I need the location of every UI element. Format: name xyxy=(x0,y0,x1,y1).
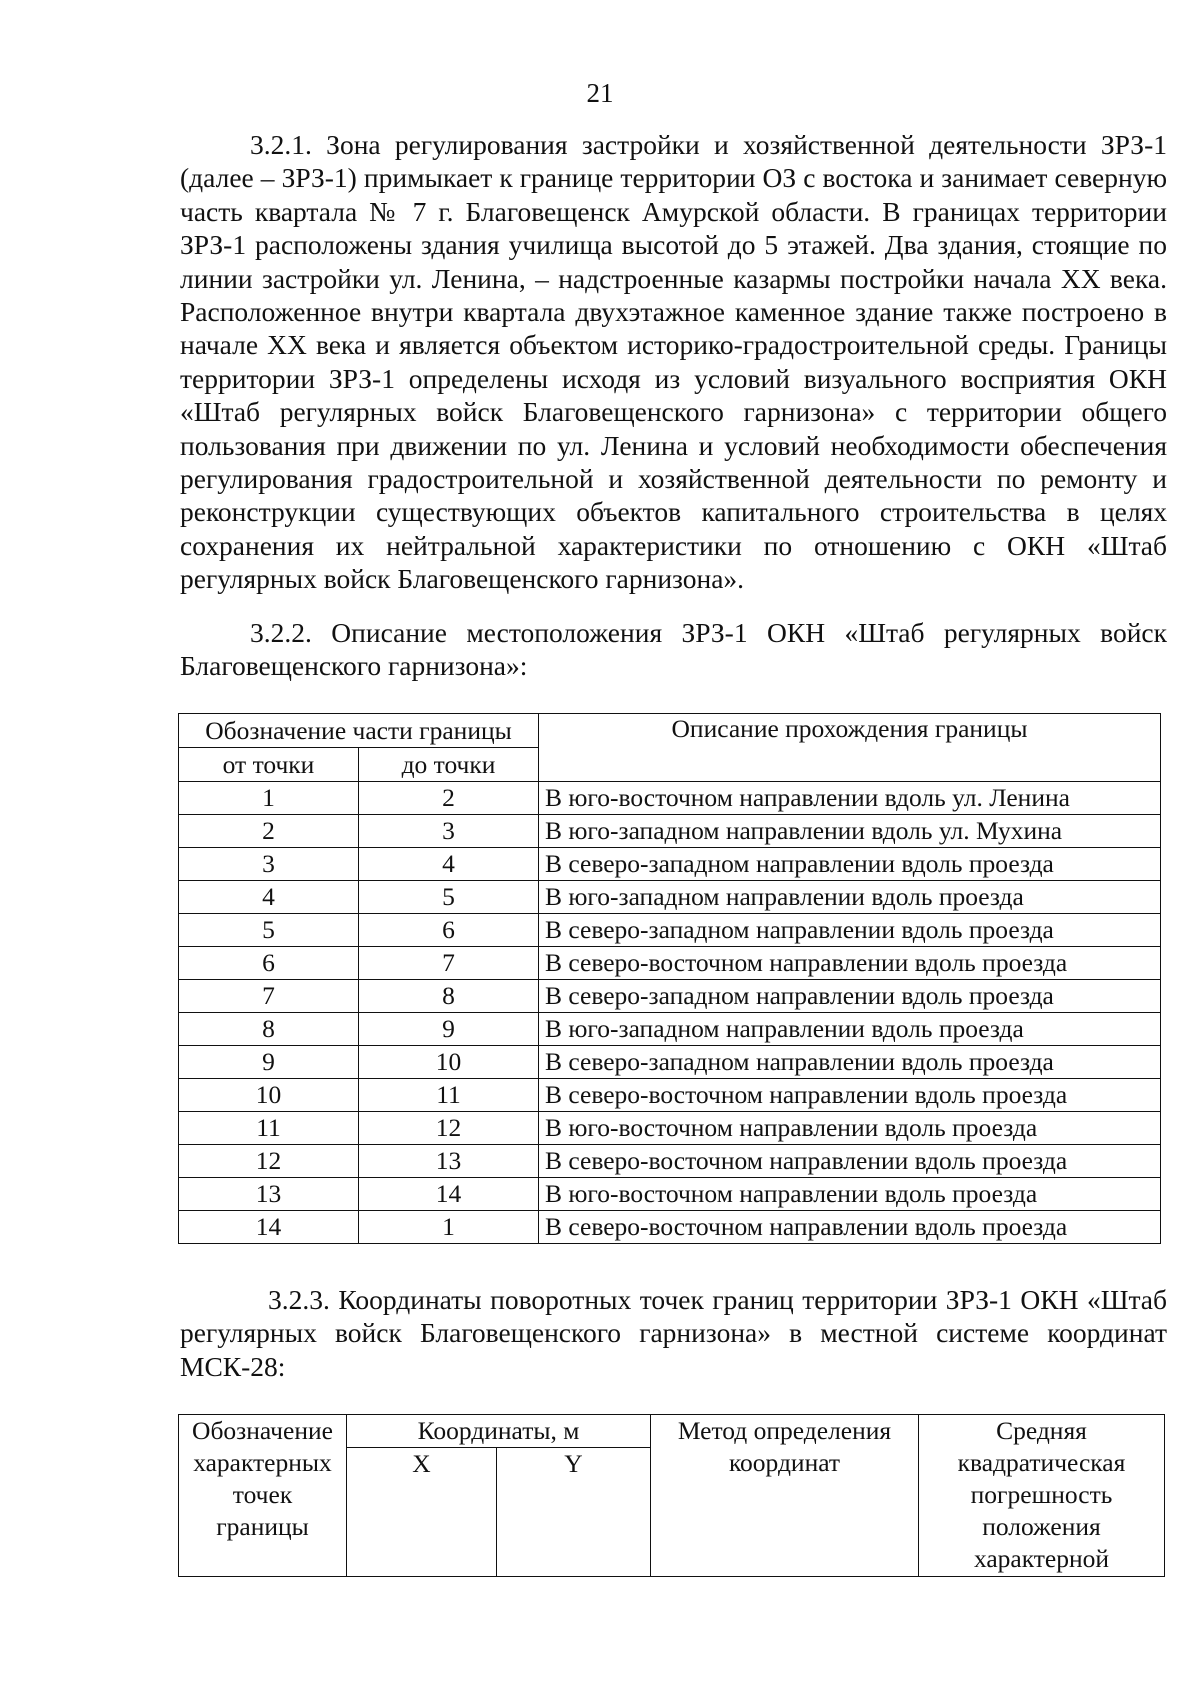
header-method xyxy=(651,1415,919,1577)
coords-header-row xyxy=(179,1415,1165,1448)
header-boundary-description: Описание прохождения границы xyxy=(539,714,1161,782)
boundary-description-cell: В юго-западном направлении вдоль ул. Мухина xyxy=(539,815,1161,848)
boundary-description-cell: В северо-западном направлении вдоль проезда xyxy=(539,1046,1161,1079)
table-row xyxy=(179,1145,1161,1178)
to-point-cell: 7 xyxy=(359,947,539,980)
table-row xyxy=(179,782,1161,815)
header-mean-error-line: квадратическая xyxy=(957,1448,1126,1477)
header-mean-error-line: характерной xyxy=(973,1544,1110,1573)
to-point-cell: 3 xyxy=(359,815,539,848)
header-boundary-part: Обозначение части границы xyxy=(179,714,539,748)
boundary-description-cell: В северо-восточном направлении вдоль проезда xyxy=(539,947,1161,980)
table-row xyxy=(179,1013,1161,1046)
header-point-designation xyxy=(179,1415,347,1577)
boundary-description-cell: В юго-западном направлении вдоль проезда xyxy=(539,1013,1161,1046)
header-coordinates: Координаты, м xyxy=(347,1415,651,1448)
header-mean-error xyxy=(919,1415,1165,1577)
from-point-cell: 6 xyxy=(179,947,359,980)
header-mean-error-line: положения xyxy=(982,1512,1101,1541)
from-point-cell: 1 xyxy=(179,782,359,815)
header-to-point: до точки xyxy=(359,748,539,782)
header-method-line: координат xyxy=(728,1448,841,1477)
table-header-row xyxy=(179,714,1161,748)
boundary-description-cell: В юго-восточном направлении вдоль ул. Ленина xyxy=(539,782,1161,815)
boundary-description-cell: В северо-западном направлении вдоль проезда xyxy=(539,848,1161,881)
to-point-cell: 14 xyxy=(359,1178,539,1211)
boundary-description-cell: В северо-восточном направлении вдоль проезда xyxy=(539,1079,1161,1112)
to-point-cell: 11 xyxy=(359,1079,539,1112)
from-point-cell: 11 xyxy=(179,1112,359,1145)
table-row xyxy=(179,980,1161,1013)
from-point-cell: 4 xyxy=(179,881,359,914)
boundary-description-cell: В северо-восточном направлении вдоль проезда xyxy=(539,1145,1161,1178)
paragraph-3-2-1: 3.2.1. Зона регулирования застройки и хозяйственной деятельности ЗРЗ-1 (далее – ЗРЗ-1) примыкает к границе территории ОЗ с востока и занимает северную часть квартала № 7 г. Благовещенск Амурской области. В границах территории ЗРЗ-1 расположены здания училища высотой до 5 этажей. Два здания, стоящие по линии застройки ул. Ленина, – надстроенные казармы постройки начала XX века. Расположенное внутри квартала двухэтажное каменное здание также построено в начале XX века и является объектом историко-градостроительной среды. Границы территории ЗРЗ-1 определены исходя из условий визуального восприятия ОКН «Штаб регулярных войск Благовещенского гарнизона» с территории общего пользования при движении по ул. Ленина и условий необходимости обеспечения регулирования градостроительной и хозяйственной деятельности по ремонту и реконструкции существующих объектов капитального строительства в целях сохранения их нейтральной характеристики по отношению с ОКН «Штаб регулярных войск Благовещенского гарнизона». xyxy=(180,129,1167,595)
boundary-description-cell: В северо-западном направлении вдоль проезда xyxy=(539,914,1161,947)
to-point-cell: 6 xyxy=(359,914,539,947)
header-mean-error-line: погрешность xyxy=(970,1480,1113,1509)
from-point-cell: 9 xyxy=(179,1046,359,1079)
header-point-designation-line: характерных xyxy=(193,1448,332,1477)
from-point-cell: 8 xyxy=(179,1013,359,1046)
table-row xyxy=(179,815,1161,848)
to-point-cell: 13 xyxy=(359,1145,539,1178)
table-row xyxy=(179,914,1161,947)
header-from-point: от точки xyxy=(179,748,359,782)
to-point-cell: 9 xyxy=(359,1013,539,1046)
header-mean-error-line: Средняя xyxy=(996,1416,1087,1445)
from-point-cell: 2 xyxy=(179,815,359,848)
boundary-description-cell: В северо-западном направлении вдоль проезда xyxy=(539,980,1161,1013)
to-point-cell: 5 xyxy=(359,881,539,914)
coordinates-table xyxy=(178,1414,1165,1577)
table-row xyxy=(179,1178,1161,1211)
header-x: X xyxy=(347,1448,497,1577)
to-point-cell: 4 xyxy=(359,848,539,881)
from-point-cell: 5 xyxy=(179,914,359,947)
header-point-designation-line: точек xyxy=(232,1480,293,1509)
from-point-cell: 3 xyxy=(179,848,359,881)
from-point-cell: 10 xyxy=(179,1079,359,1112)
table-row xyxy=(179,947,1161,980)
header-method-line: Метод определения xyxy=(677,1416,892,1445)
boundary-description-cell: В юго-восточном направлении вдоль проезда xyxy=(539,1178,1161,1211)
boundary-description-cell: В северо-восточном направлении вдоль проезда xyxy=(539,1211,1161,1244)
header-point-designation-line: границы xyxy=(216,1512,309,1541)
paragraph-3-2-2: 3.2.2. Описание местоположения ЗРЗ-1 ОКН «Штаб регулярных войск Благовещенского гарнизона»: xyxy=(180,617,1167,682)
paragraph-3-2-3: 3.2.3. Координаты поворотных точек границ территории ЗРЗ-1 ОКН «Штаб регулярных войск Благовещенского гарнизона» в местной системе координат МСК-28: xyxy=(180,1284,1167,1382)
from-point-cell: 13 xyxy=(179,1178,359,1211)
to-point-cell: 1 xyxy=(359,1211,539,1244)
table-row xyxy=(179,1079,1161,1112)
table-row xyxy=(179,1211,1161,1244)
to-point-cell: 12 xyxy=(359,1112,539,1145)
table-row xyxy=(179,848,1161,881)
header-point-designation-line: Обозначение xyxy=(192,1416,333,1445)
to-point-cell: 10 xyxy=(359,1046,539,1079)
table-row xyxy=(179,881,1161,914)
to-point-cell: 2 xyxy=(359,782,539,815)
boundary-description-table xyxy=(178,713,1161,1244)
from-point-cell: 12 xyxy=(179,1145,359,1178)
boundary-description-cell: В юго-восточном направлении вдоль проезда xyxy=(539,1112,1161,1145)
table-row xyxy=(179,1046,1161,1079)
page-number: 21 xyxy=(586,78,614,108)
from-point-cell: 7 xyxy=(179,980,359,1013)
header-y: Y xyxy=(497,1448,651,1577)
from-point-cell: 14 xyxy=(179,1211,359,1244)
table-row xyxy=(179,1112,1161,1145)
boundary-description-cell: В юго-западном направлении вдоль проезда xyxy=(539,881,1161,914)
to-point-cell: 8 xyxy=(359,980,539,1013)
